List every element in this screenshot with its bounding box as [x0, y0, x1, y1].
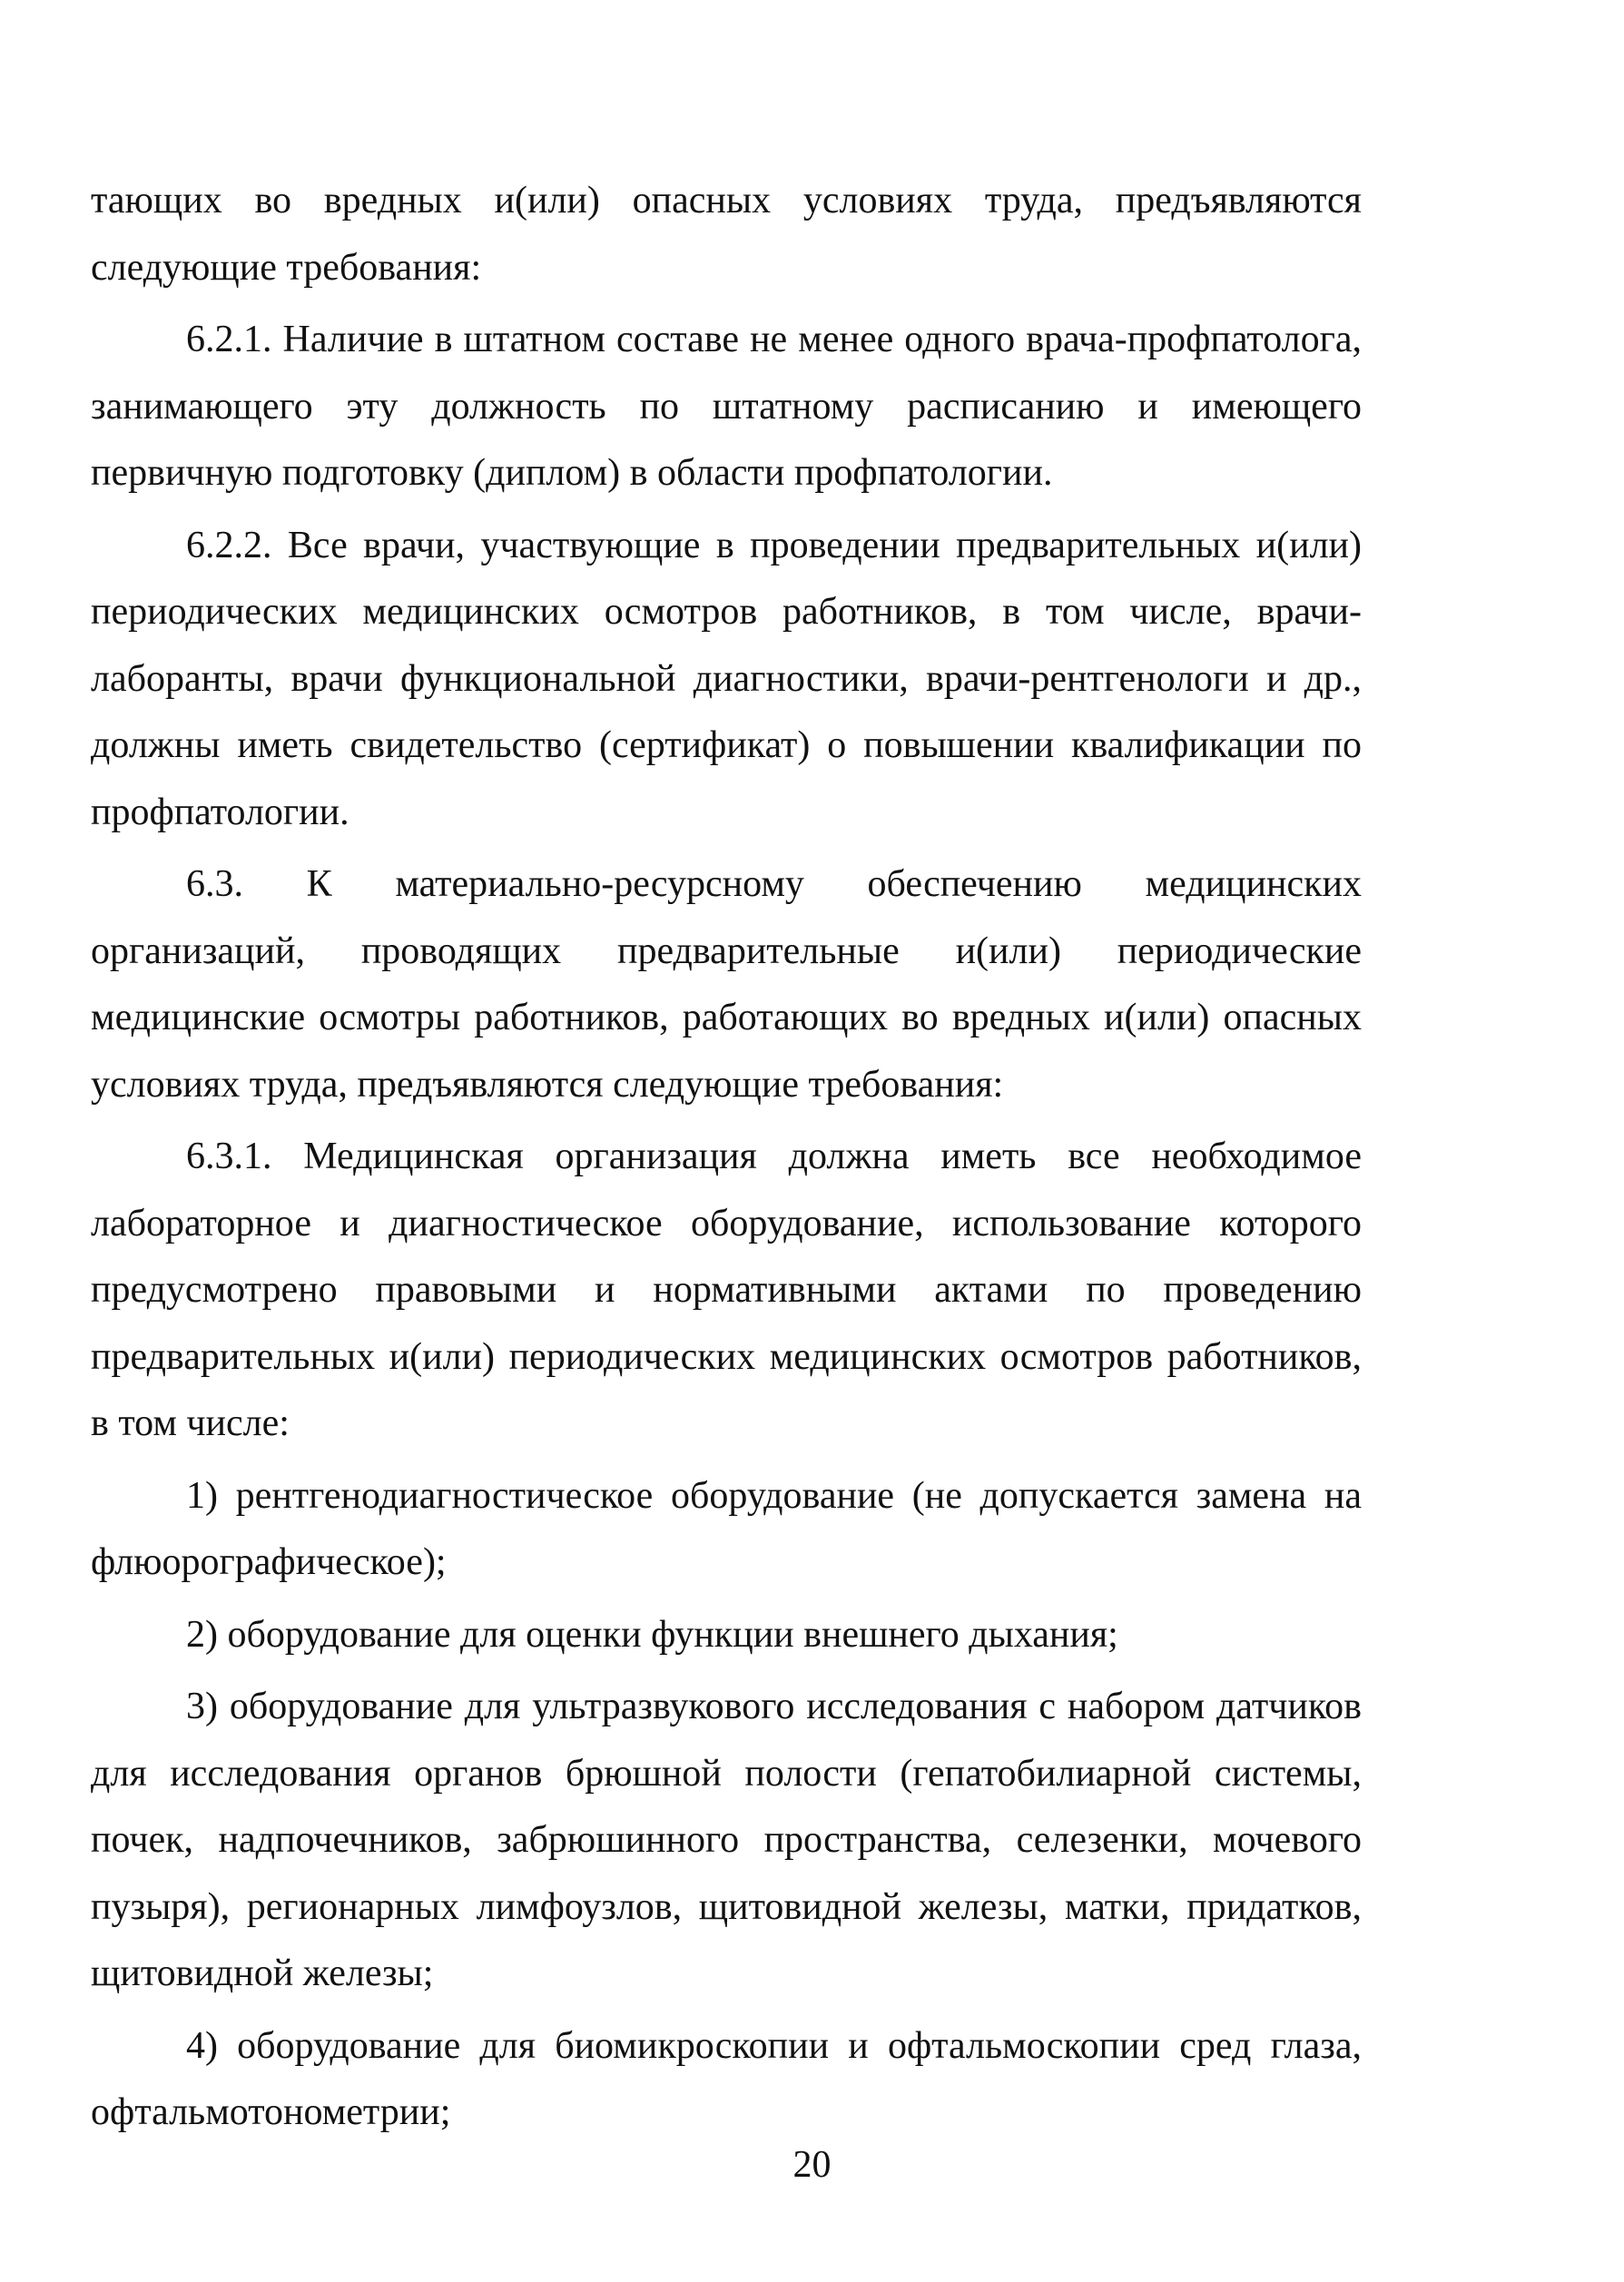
paragraph-6-2-1: 6.2.1. Наличие в штатном составе не менее одного врача-профпатолога, занимающего эту должность по штатному расписанию и имеющего первичную подготовку (диплом) в области профпатологии. [91, 319, 1362, 494]
paragraph-6-2-2: 6.2.2. Все врачи, участвующие в проведении предварительных и(или) периодических медицинских осмотров работников, в том числе, врачи-лаборанты, врачи функциональной диагностики, врачи-рентгенологи и др., должны иметь свидетельство (сертификат) о повышении квалификации по профпатологии. [91, 524, 1362, 833]
list-item-1: 1) рентгенодиагностическое оборудование (не допускается замена на флюорографическое); [91, 1474, 1362, 1583]
list-item-4: 4) оборудование для биомикроскопии и офтальмоскопии сред глаза, офтальмотонометрии; [91, 2024, 1362, 2133]
paragraph-continuation: тающих во вредных и(или) опасных условиях труда, предъявляются следующие требования: [91, 180, 1362, 289]
paragraph-6-3-1: 6.3.1. Медицинская организация должна иметь все необходимое лабораторное и диагностическое оборудование, использование которого предусмотрено правовыми и нормативными актами по проведению предварительных и(или) периодических медицинских осмотров работников, в том числе: [91, 1136, 1362, 1444]
list-item-2: 2) оборудование для оценки функции внешнего дыхания; [186, 1613, 1118, 1656]
page-body [91, 168, 1362, 2152]
paragraph-6-3: 6.3. К материально-ресурсному обеспечению медицинских организаций, проводящих предварительные и(или) периодические медицинские осмотры работников, работающих во вредных и(или) опасных условиях труда, предъявляются следующие требования: [91, 863, 1362, 1106]
page-number: 20 [792, 2144, 832, 2186]
list-item-3: 3) оборудование для ультразвукового исследования с набором датчиков для исследования органов брюшной полости (гепатобилиарной системы, почек, надпочечников, забрюшинного пространства, селезенки, мочевого пузыря), регионарных лимфоузлов, щитовидной железы, матки, придатков, щитовидной железы; [91, 1686, 1362, 1994]
